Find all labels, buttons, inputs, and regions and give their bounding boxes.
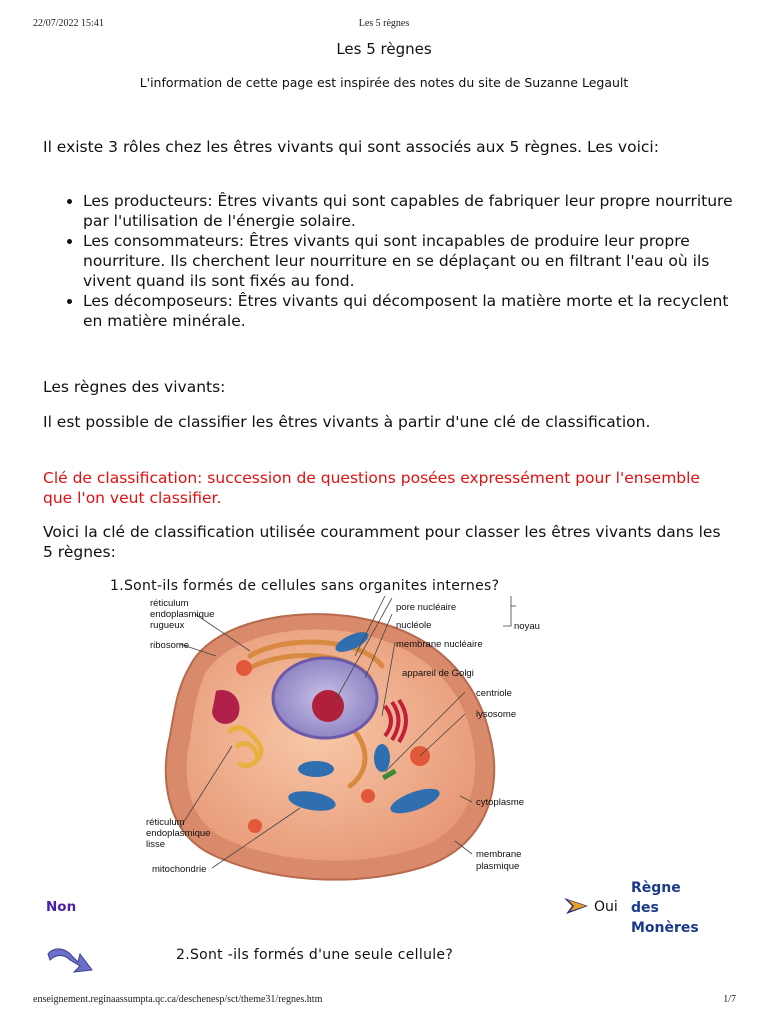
- label-line: endoplasmique: [150, 609, 215, 620]
- regnes-heading: Les règnes des vivants:: [43, 378, 226, 396]
- page-subtitle: L'information de cette page est inspirée des notes du site de Suzanne Legault: [139, 75, 629, 90]
- label-membrane-nucleaire: membrane nucléaire: [396, 639, 483, 650]
- regne-line: Règne: [631, 880, 681, 896]
- print-url: enseignement.reginaassumpta.qc.ca/deschenesp/sct/theme31/regnes.htm: [33, 994, 323, 1005]
- label-line: endoplasmique: [146, 828, 211, 839]
- nucleolus-shape: [312, 690, 344, 722]
- yes-arrow-icon: [562, 894, 594, 918]
- regne-line: des: [631, 900, 659, 916]
- vesicle-shape: [236, 660, 252, 676]
- answer-oui: Oui: [594, 899, 618, 915]
- animal-cell-diagram: [120, 596, 560, 886]
- label-line: membrane: [476, 849, 522, 860]
- label-line: plasmique: [476, 861, 520, 872]
- roles-list: [43, 191, 733, 331]
- label-nucleole: nucléole: [396, 620, 432, 631]
- voici-paragraph: Voici la clé de classification utilisée couramment pour classer les êtres vivants dans les 5 règnes:: [43, 523, 721, 561]
- label-centriole: centriole: [476, 688, 512, 699]
- label-line: rugueux: [150, 620, 185, 631]
- label-noyau: noyau: [514, 621, 540, 632]
- page-title: Les 5 règnes: [336, 40, 432, 58]
- noyau-bracket: [503, 596, 511, 626]
- role-consommateurs: • Les consommateurs: Êtres vivants qui sont incapables de produire leur propre nourriture. Ils cherchent leur nourriture en se déplaçant ou en filtrant l'eau où ils vivent quand ils sont fixés au fond.: [83, 231, 733, 291]
- label-line: lisse: [146, 839, 166, 850]
- role-producteurs: • Les producteurs: Êtres vivants qui sont capables de fabriquer leur propre nourriture par l'utilisation de l'énergie solaire.: [83, 191, 733, 231]
- label-cytoplasme: cytoplasme: [476, 797, 525, 808]
- label-line: réticulum: [150, 598, 189, 609]
- regne-line: Monères: [631, 920, 699, 936]
- label-ribosome: ribosome: [150, 640, 190, 651]
- label-mitochondrie: mitochondrie: [152, 864, 207, 875]
- label-lysosome: lysosome: [476, 709, 517, 720]
- label-line: réticulum: [146, 817, 185, 828]
- print-page-number: 1/7: [723, 994, 736, 1005]
- print-page-title: Les 5 règnes: [358, 18, 410, 29]
- vesicle-shape: [248, 819, 262, 833]
- question-2: 2.Sont -ils formés d'une seule cellule?: [176, 947, 454, 963]
- vesicle-shape: [361, 789, 375, 803]
- intro-paragraph: Il existe 3 rôles chez les êtres vivants qui sont associés aux 5 règnes. Les voici:: [43, 138, 659, 156]
- curved-arrow-icon[interactable]: [44, 942, 96, 978]
- cle-definition: Clé de classification: succession de questions posées expressément pour l'ensemble que l'on veut classifier.: [43, 469, 700, 507]
- label-pore-nucleaire: pore nucléaire: [396, 602, 457, 613]
- mitochondrion-5: [374, 744, 390, 772]
- mitochondrion-2: [298, 761, 334, 777]
- role-decomposeurs: • Les décomposeurs: Êtres vivants qui décomposent la matière morte et la recyclent en matière minérale.: [83, 291, 733, 331]
- answer-non-link[interactable]: Non: [46, 899, 77, 915]
- classification-paragraph: Il est possible de classifier les êtres vivants à partir d'une clé de classification.: [43, 413, 651, 431]
- label-golgi: appareil de Golgi: [402, 668, 474, 679]
- regne-moneres-link[interactable]: [631, 878, 699, 938]
- question-1: 1.Sont-ils formés de cellules sans organites internes?: [110, 578, 500, 594]
- print-datetime: 22/07/2022 15:41: [33, 18, 104, 29]
